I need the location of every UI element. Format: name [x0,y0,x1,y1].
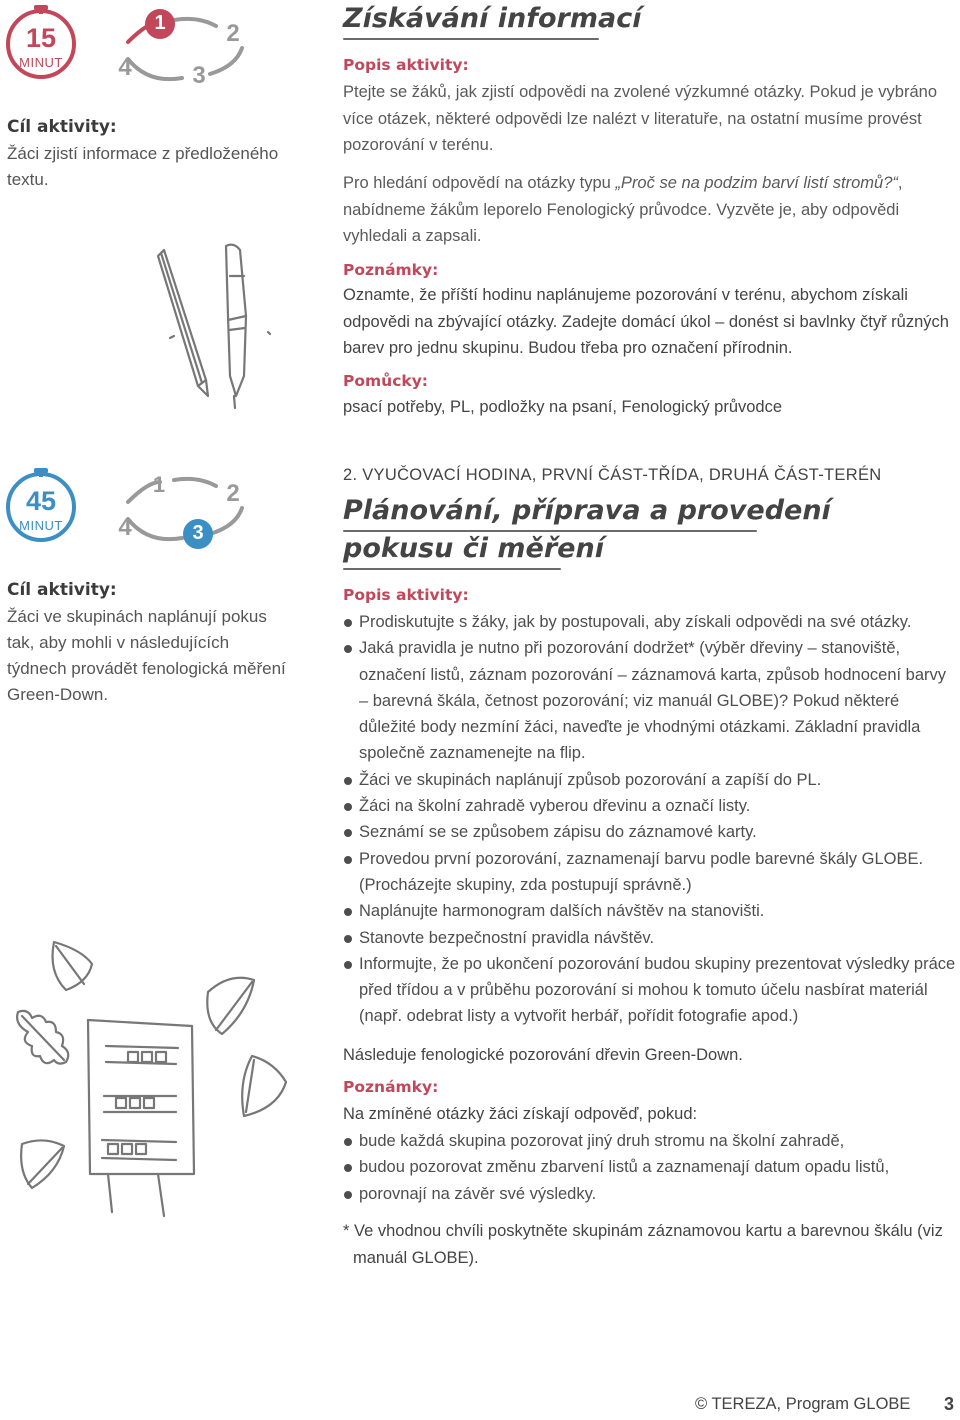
cycle-step-4: 4 [118,514,132,541]
footer-credit: © TEREZA, Program GLOBE [695,1395,911,1413]
bullet-dot-icon [344,777,352,785]
description-paragraph-1: Ptejte se žáků, jak zjistí odpovědi na zvolené výzkumné otázky. Pokud je vybráno více otázek, některé odpovědi lze nalézt v literatuře, na ostatní musíme provést pozorování v terénu. [343,83,938,154]
leaves-and-record-card-icon [8,912,298,1230]
notes-heading: Poznámky: [343,1078,439,1096]
cycle-step-3: 3 [192,62,206,89]
list-item [343,898,958,924]
lesson-kicker: 2. VYUČOVACÍ HODINA, PRVNÍ ČÁST-TŘÍDA, DRUHÁ ČÁST-TERÉN [343,466,882,484]
cycle-step-2: 2 [226,480,240,507]
bullet-dot-icon [344,1191,352,1199]
stopwatch-15 [4,3,84,83]
bullet-dot-icon [344,1164,352,1172]
list-item-text: Stanovte bezpečnostní pravidla návštěv. [359,928,655,947]
activity-title-line-1: Plánování, příprava a provedení [343,495,831,526]
cycle-step-1: 1 [152,472,166,497]
bullet-dot-icon [344,619,352,627]
timer-unit: MINUT [19,518,63,533]
list-item-text: Naplánujte harmonogram dalších návštěv na stanovišti. [359,902,765,921]
bullet-dot-icon [344,908,352,916]
list-item-text: Žáci na školní zahradě vyberou dřevinu a označí listy. [359,797,751,816]
list-item [343,1128,958,1154]
list-item [343,1181,958,1207]
lesson-cycle-diagram [108,4,258,94]
description-heading: Popis aktivity: [343,56,469,74]
description-paragraph-2 [343,170,948,250]
bullet-dot-icon [344,645,352,653]
footnote: * Ve vhodnou chvíli poskytněte skupinám záznamovou kartu a barevnou škálu (viz manuál GLOBE). [343,1222,943,1267]
lesson-cycle-diagram [108,464,258,554]
example-question: „Proč se na podzim barví listí stromů?“ [615,174,898,192]
list-item [343,846,958,899]
list-item-text: budou pozorovat změnu zbarvení listů a zaznamenají datum opadu listů, [359,1158,890,1177]
notes-heading: Poznámky: [343,261,439,279]
list-item [343,635,958,766]
page-number: 3 [944,1394,955,1414]
list-item-text: porovnají na závěr své výsledky. [359,1184,597,1203]
bullet-dot-icon [344,803,352,811]
activity-title: Získávání informací [343,3,642,34]
description-heading: Popis aktivity: [343,586,469,604]
list-item-text: Informujte, že po ukončení pozorování budou skupiny prezentovat výsledky práce před třídou a v průběhu pozorování si mohou k tomuto účelu nasbírat materiál (např. odebrat listy a vytvořit herbář, pořídit fotografie apod.) [359,954,956,1026]
goal-heading: Cíl aktivity: [7,580,117,600]
list-item-text: Provedou první pozorování, zaznamenají barvu podle barevné škály GLOBE. (Procházejte skupiny, zda postupují správně.) [359,849,924,894]
list-item-text: Jaká pravidla je nutno při pozorování dodržet* (výběr dřeviny – stanoviště, označení listů, záznam pozorování – záznamová karta, způsob hodnocení barvy – barevná škála, četnost pozorování; viz manuál GLOBE)? Pokud některé důležité body nezmíní žáci, naveďte je vhodnými otázkami. Základní pravidla společně zaznamenejte na flip. [359,639,947,763]
title-underline [343,38,599,40]
goal-text: Žáci ve skupinách naplánují pokus tak, aby mohli v následujících týdnech provádět fenologická měření Green-Down. [7,607,286,704]
bullet-dot-icon [344,856,352,864]
cycle-step-4: 4 [118,54,132,81]
list-item [343,1154,958,1180]
bullet-dot-icon [344,935,352,943]
bullet-dot-icon [344,829,352,837]
list-item [343,609,958,635]
goal-text: Žáci zjistí informace z předloženého textu. [7,144,279,189]
cycle-step-2: 2 [226,20,240,47]
timer-value: 45 [25,486,57,516]
list-item-text: bude každá skupina pozorovat jiný druh stromu na školní zahradě, [359,1132,845,1150]
timer-unit: MINUT [19,55,63,70]
timer-value: 15 [25,23,57,53]
notes-intro: Na zmíněné otázky žáci získají odpověď, pokud: [343,1105,698,1123]
pencil-and-pen-icon [150,236,280,412]
description-bullet-list [343,609,958,1030]
list-item-text: Seznámí se se způsobem zápisu do záznamové karty. [359,823,757,842]
notes-text: Oznamte, že příští hodinu naplánujeme pozorování v terénu, abychom získali odpovědi na zbývající otázky. Zadejte domácí úkol – donést si bavlnky čtyř různých barev pro jednu skupinu. Budou třeba pro označení přírodnin. [343,286,949,357]
title-underline [343,568,561,570]
list-item [343,925,958,951]
list-item-text: Prodiskutujte s žáky, jak by postupovali, aby získali odpovědi na své otázky. [359,613,912,631]
goal-heading: Cíl aktivity: [7,117,117,137]
list-item [343,767,958,793]
stopwatch-45 [4,466,84,546]
list-item-text: Žáci ve skupinách naplánují způsob pozorování a zapíší do PL. [359,770,822,789]
tools-heading: Pomůcky: [343,372,428,390]
activity-title-line-2: pokusu či měření [343,533,604,564]
bullet-dot-icon [344,961,352,969]
tools-text: psací potřeby, PL, podložky na psaní, Fenologický průvodce [343,398,783,416]
list-item [343,819,958,845]
list-item [343,793,958,819]
bullet-dot-icon [344,1138,352,1146]
notes-bullet-list [343,1128,958,1207]
cycle-step-1: 1 [154,12,166,34]
list-item [343,951,958,1030]
paragraph-text: , nabídneme žákům leporelo Fenologický průvodce. Vyzvěte je, aby odpovědi vyhledali a zapsali. [343,174,903,245]
cycle-step-3: 3 [192,522,204,544]
follow-text: Následuje fenologické pozorování dřevin Green-Down. [343,1046,743,1064]
paragraph-text: Pro hledání odpovědí na otázky typu [343,174,616,192]
